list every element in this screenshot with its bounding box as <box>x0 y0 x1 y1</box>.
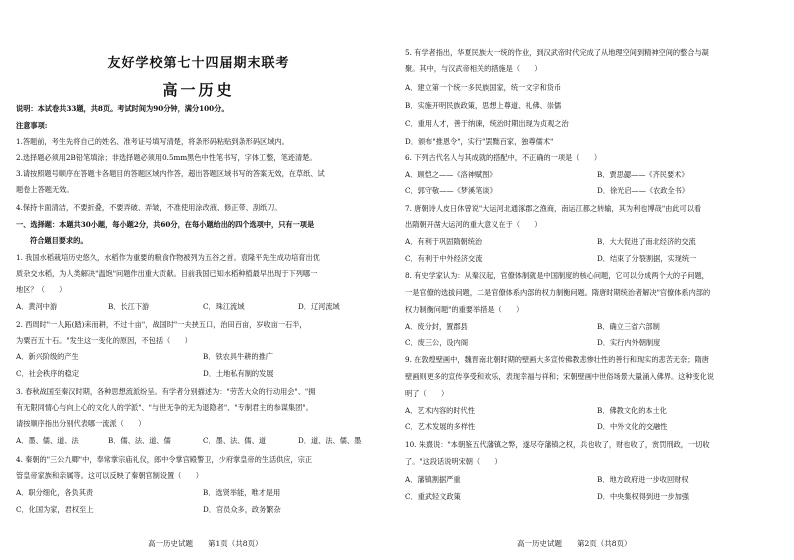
q7-option-a[interactable]: A．有利于巩固隋朝统治 <box>405 237 483 246</box>
q9-option-a[interactable]: A．艺术内容的时代性 <box>405 406 475 415</box>
q5-option-c[interactable]: C．重用人才，善于纳谏，统治时期出现为贞观之治 <box>405 119 569 128</box>
q7-option-d[interactable]: D．结束了分裂割据，实现统一 <box>597 254 697 263</box>
question-10-text: 了。"这段话说明宋朝（ ） <box>405 457 502 466</box>
question-4-text: 管皇帝家族和亲属等。这可以反映了秦朝官制设置（ ） <box>16 471 203 480</box>
q8-option-b[interactable]: B．确立三省六部制 <box>597 322 660 331</box>
q3-option-a[interactable]: A．墨、儒、道、法 <box>16 436 79 445</box>
note-line: 题卷上答题无效。 <box>16 185 74 194</box>
question-2-text: 2. 西周时"一人跖(踏)耒而耕，不过十亩"，战国时"一夫挟五口，治田百亩，岁收亩一石半， <box>16 320 307 329</box>
q4-option-b[interactable]: B．选贤举能，唯才是用 <box>203 488 281 497</box>
question-10-text: 10. 朱熹说："本朝鉴五代藩镇之弊，遂尽夺藩镇之权，兵也收了，财也收了，赏罚刑政，一切收 <box>405 440 710 449</box>
notes-title: 注意事项: <box>16 121 48 130</box>
question-2-text: 为粟百五十石。"发生这一变化的原因，不包括（ ） <box>16 336 192 345</box>
q9-option-b[interactable]: B．佛教文化的本土化 <box>597 406 667 415</box>
question-6-text: 6. 下列古代名人与其成就的搭配中，不正确的一项是（ ） <box>405 153 602 162</box>
q2-option-d[interactable]: D．土地私有制的发展 <box>203 369 274 378</box>
question-9-text: 壁画则更多的宣传享受和欢乐，表现幸福与祥和；宋朝壁画中世俗场景大量涌入佛界。这种变化说 <box>405 372 715 381</box>
q8-option-d[interactable]: D．实行内外朝制度 <box>597 338 661 347</box>
q9-option-c[interactable]: C．艺术发展的多样性 <box>405 422 476 431</box>
question-9-text: 明了（ ） <box>405 389 449 398</box>
question-1-text: 质杂交水稻，为人类解决"温饱"问题作出重大贡献。目前我国已知水稻种植最早出现于下列哪一 <box>16 269 318 278</box>
note-line: 1.答题前，考生先将自己的姓名、准考证号填写清楚，将条形码粘贴到条形码区域内。 <box>16 137 289 146</box>
question-5-text: 聚。其中，与汉武帝相关的措施是（ ） <box>405 64 542 73</box>
exam-page-2 <box>397 0 794 560</box>
q1-option-d[interactable]: D．辽河流域 <box>298 302 340 311</box>
question-8-text: 8. 有史学家认为：从秦汉起，官僚体制就是中国制度的核心问题，它可以分成两个大的子问题， <box>405 271 709 280</box>
exam-subject: 高一历史 <box>162 81 235 99</box>
section-heading-cont: 符合题目要求的。 <box>30 236 88 245</box>
q3-option-c[interactable]: C．墨、法、儒、道 <box>203 436 267 445</box>
question-1-text: 1. 我国水稻栽培历史悠久，水稻作为重要的粮食作物被列为五谷之首。袁隆平先生成功培育出优 <box>16 253 320 262</box>
question-7-text: 出隋朝开凿大运河的重大意义在于（ ） <box>405 220 542 229</box>
q3-option-d[interactable]: D．道、法、儒、墨 <box>298 436 362 445</box>
question-8-text: 权力制衡问题"的重要举措是（ ） <box>405 305 524 314</box>
q1-option-a[interactable]: A．黄河中游 <box>16 302 58 311</box>
q1-option-c[interactable]: C．珠江流域 <box>203 302 245 311</box>
question-3-text: 请按顺序指出分别代表哪一流派（ ） <box>16 419 146 428</box>
note-line: 3.请按照题号顺序在答题卡各题目的答题区域内作答，超出答题区域书写的答案无效，在草纸、试 <box>16 169 325 178</box>
question-8-text: 一是官僚的选拔问题，二是官僚体系内部的权力制衡问题。隋唐时期统治者解决"官僚体系内部的 <box>405 288 711 297</box>
q3-option-b[interactable]: B．儒、法、道、儒 <box>108 436 171 445</box>
q1-option-b[interactable]: B．长江下游 <box>108 302 150 311</box>
q4-option-d[interactable]: D．官员众多，政务繁杂 <box>203 505 281 514</box>
q4-option-c[interactable]: C．化国为家，君权至上 <box>16 505 94 514</box>
q6-option-a[interactable]: A．顾恺之——《洛神赋图》 <box>405 170 497 179</box>
question-5-text: 5. 有学者指出，华夏民族大一统的作业，到汉武帝时代完成了从地理空间到精神空间的整合与凝 <box>405 48 709 57</box>
question-4-text: 4. 秦朝的"三公九卿"中，奉常掌宗庙礼仪，郎中令掌宫殿警卫，少府掌皇帝的生活供应，宗正 <box>16 455 313 464</box>
q8-option-c[interactable]: C．废三公，设内阁 <box>405 338 469 347</box>
q7-option-b[interactable]: B．大大促进了南北经济的交流 <box>597 237 696 246</box>
q6-option-c[interactable]: C．郭守敬——《梦溪笔谈》 <box>405 186 497 195</box>
q5-option-b[interactable]: B．实施开明民族政策，思想上尊道、礼佛、崇儒 <box>405 101 562 110</box>
exam-title: 友好学校第七十四届期末联考 <box>107 56 290 71</box>
q9-option-d[interactable]: D．中外文化的交融性 <box>597 422 668 431</box>
q10-option-c[interactable]: C．重武轻文政策 <box>405 492 461 501</box>
q7-option-c[interactable]: C．有利于中外经济交流 <box>405 254 483 263</box>
question-3-text: 有无限同情心与向上心的文化人的学派"、"与世无争的无为退隐者"、"专制君主的参谋集团"。 <box>16 403 313 412</box>
q5-option-a[interactable]: A．建立第一个统一多民族国家，统一文字和货币 <box>405 83 562 92</box>
q6-option-b[interactable]: B．贾思勰——《齐民要术》 <box>597 170 689 179</box>
question-1-text: 地区？（ ） <box>16 285 67 294</box>
q2-option-a[interactable]: A．新兴阶级的产生 <box>16 352 79 361</box>
section-heading: 一、选择题：本题共30小题，每小题2分，共60分，在每小题给出的四个选项中，只有一项是 <box>16 220 315 229</box>
q4-option-a[interactable]: A．职分细化，各负其责 <box>16 488 94 497</box>
q10-option-a[interactable]: A．藩镇割据严重 <box>405 475 461 484</box>
page-footer: 高一历史试题 第1页（共8页） <box>148 539 263 548</box>
note-line: 4.保持卡面清洁，不要折叠，不要弄破、弄皱，不准使用涂改液、修正带、刮纸刀。 <box>16 203 282 212</box>
page-footer: 高一历史试题 第2页（共8页） <box>517 539 632 548</box>
q2-option-b[interactable]: B．铁农具牛耕的推广 <box>203 352 273 361</box>
question-7-text: 7. 唐朝诗人皮日休曾说"大运河北通涿郡之渔商，南运江都之转输，其为利也博哉"由此可以看 <box>405 204 702 213</box>
q8-option-a[interactable]: A．废分封，置郡县 <box>405 322 468 331</box>
q6-option-d[interactable]: D．徐光启——《农政全书》 <box>597 186 690 195</box>
note-line: 2.选择题必须用2B铅笔填涂；非选择题必须用0.5mm黑色中性笔书写，字体工整，笔迹清楚。 <box>16 153 317 162</box>
question-3-text: 3. 春秋战国至秦汉时期，各种思想流派纷呈。有学者分别描述为："劳苦大众的行动用会"、"拥 <box>16 387 316 396</box>
q10-option-b[interactable]: B．地方政府进一步收回财权 <box>597 475 689 484</box>
q10-option-d[interactable]: D．中央集权得到进一步加强 <box>597 492 690 501</box>
q5-option-d[interactable]: D．颁布"推恩令"，实行"罢黜百家，独尊儒术" <box>405 137 554 146</box>
exam-description: 说明：本试卷共33题，共8页。考试时间为90分钟，满分100分。 <box>16 104 229 113</box>
q2-option-c[interactable]: C．社会秩序的稳定 <box>16 369 80 378</box>
question-9-text: 9. 在敦煌壁画中，魏晋南北朝时期的壁画大多宣传佛教悲惨壮性的善行和现实的悲苦无奈；隋唐 <box>405 355 709 364</box>
